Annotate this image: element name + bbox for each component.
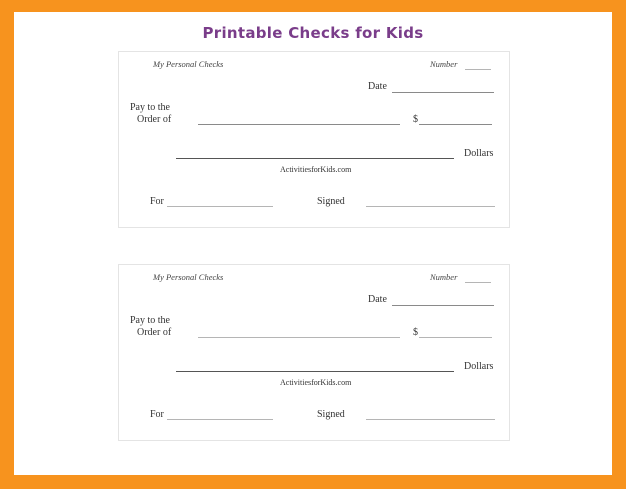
date-label: Date <box>368 294 387 305</box>
memo-line[interactable] <box>167 419 273 420</box>
check-header: My Personal Checks <box>153 59 224 69</box>
order-of-label: Order of <box>137 327 172 338</box>
amount-line[interactable] <box>419 337 492 338</box>
date-line[interactable] <box>392 305 494 306</box>
payee-line[interactable] <box>198 124 400 125</box>
check-2 <box>118 264 510 441</box>
amount-line[interactable] <box>419 124 492 125</box>
website-label: ActivitiesforKids.com <box>280 165 352 174</box>
dollar-sign: $ <box>413 114 418 125</box>
number-label: Number <box>430 272 458 282</box>
dollar-sign: $ <box>413 327 418 338</box>
number-line[interactable] <box>465 69 491 70</box>
signature-line[interactable] <box>366 419 495 420</box>
written-amount-line[interactable] <box>176 158 454 159</box>
dollars-label: Dollars <box>464 148 494 159</box>
order-of-label: Order of <box>137 114 172 125</box>
signature-line[interactable] <box>366 206 495 207</box>
check-1 <box>118 51 510 228</box>
written-amount-line[interactable] <box>176 371 454 372</box>
pay-to-label: Pay to the <box>130 315 170 326</box>
signed-label: Signed <box>317 409 345 420</box>
number-label: Number <box>430 59 458 69</box>
dollars-label: Dollars <box>464 361 494 372</box>
pay-to-label: Pay to the <box>130 102 170 113</box>
for-label: For <box>150 196 164 207</box>
date-line[interactable] <box>392 92 494 93</box>
signed-label: Signed <box>317 196 345 207</box>
number-line[interactable] <box>465 282 491 283</box>
date-label: Date <box>368 81 387 92</box>
website-label: ActivitiesforKids.com <box>280 378 352 387</box>
page-title: Printable Checks for Kids <box>202 24 424 42</box>
memo-line[interactable] <box>167 206 273 207</box>
for-label: For <box>150 409 164 420</box>
payee-line[interactable] <box>198 337 400 338</box>
check-header: My Personal Checks <box>153 272 224 282</box>
